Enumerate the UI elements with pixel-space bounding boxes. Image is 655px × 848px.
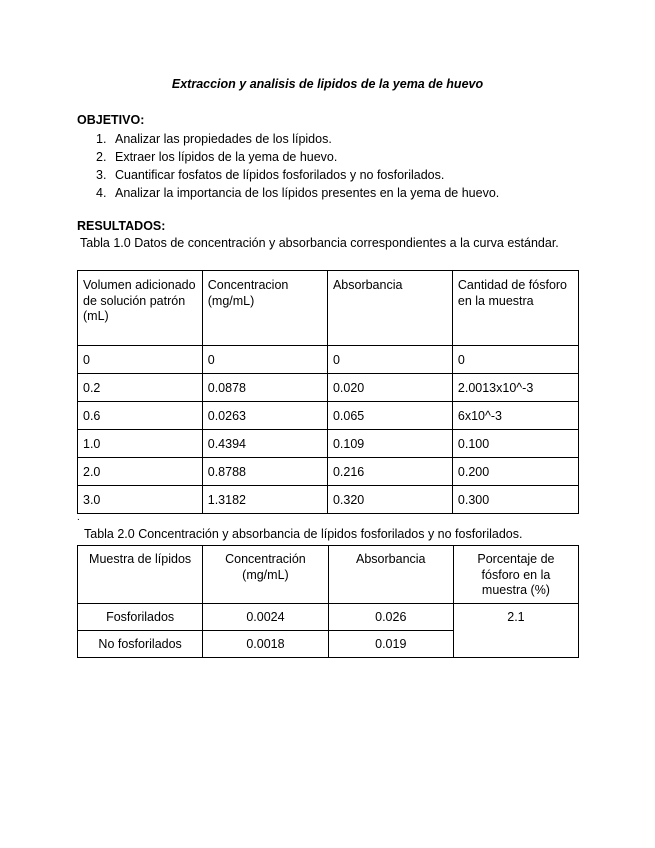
header-cell: Porcentaje de fósforo en la muestra (%) (453, 546, 578, 604)
table-cell: 0 (78, 346, 203, 374)
table-cell: 6x10^-3 (452, 402, 578, 430)
table-cell: 0.0018 (203, 631, 328, 658)
header-cell: Concentracion (mg/mL) (202, 271, 327, 346)
objective-text: Analizar las propiedades de los lípidos. (115, 132, 332, 146)
table-cell: 0.4394 (202, 430, 327, 458)
objective-item (96, 184, 499, 202)
table-cell: 0 (452, 346, 578, 374)
lipid-samples-table (77, 545, 579, 658)
table-cell: 0.019 (328, 631, 453, 658)
table-cell: 0.8788 (202, 458, 327, 486)
table1-caption: Tabla 1.0 Datos de concentración y absorbancia correspondientes a la curva estándar. (80, 236, 559, 250)
table-cell: 0.100 (452, 430, 578, 458)
objective-number: 4. (96, 186, 107, 200)
table-header-row (78, 271, 579, 346)
table-cell: No fosforilados (78, 631, 203, 658)
objective-item (96, 130, 499, 148)
objective-number: 3. (96, 168, 107, 182)
objective-item (96, 166, 499, 184)
table-cell: 3.0 (78, 486, 203, 514)
table-header-row (78, 546, 579, 604)
table-row (78, 346, 579, 374)
table-row (78, 458, 579, 486)
objective-text: Cuantificar fosfatos de lípidos fosforilados y no fosforilados. (115, 168, 445, 182)
table-cell: 0 (202, 346, 327, 374)
table-cell: 0.065 (327, 402, 452, 430)
objetivo-heading: OBJETIVO: (77, 113, 145, 127)
table-cell: 1.0 (78, 430, 203, 458)
table2-caption: Tabla 2.0 Concentración y absorbancia de lípidos fosforilados y no fosforilados. (84, 527, 523, 541)
table-cell: 2.0 (78, 458, 203, 486)
table-cell: 0 (327, 346, 452, 374)
table-cell: 0.109 (327, 430, 452, 458)
table-row (78, 374, 579, 402)
objective-item (96, 148, 499, 166)
table-cell: 0.0263 (202, 402, 327, 430)
header-cell: Concentración (mg/mL) (203, 546, 328, 604)
document-title: Extraccion y analisis de lipidos de la yema de huevo (171, 77, 484, 91)
table-cell: 0.320 (327, 486, 452, 514)
objective-text: Analizar la importancia de los lípidos presentes en la yema de huevo. (115, 186, 500, 200)
table-cell: 0.6 (78, 402, 203, 430)
separator-dot: . (77, 512, 80, 523)
table-cell: 0.300 (452, 486, 578, 514)
objective-number: 2. (96, 150, 107, 164)
table-row (78, 430, 579, 458)
header-cell: Muestra de lípidos (78, 546, 203, 604)
table-cell: 0.216 (327, 458, 452, 486)
table-cell: 0.0024 (203, 604, 328, 631)
table-cell: 0.0878 (202, 374, 327, 402)
header-cell: Absorbancia (327, 271, 452, 346)
table-cell: 1.3182 (202, 486, 327, 514)
objectives-list (96, 130, 499, 202)
standard-curve-table (77, 270, 579, 514)
table-row (78, 402, 579, 430)
objective-number: 1. (96, 132, 107, 146)
table-cell: 2.0013x10^-3 (452, 374, 578, 402)
table-cell: 0.200 (452, 458, 578, 486)
objective-text: Extraer los lípidos de la yema de huevo. (115, 150, 338, 164)
header-cell: Volumen adicionado de solución patrón (mL) (78, 271, 203, 346)
resultados-heading: RESULTADOS: (77, 219, 166, 233)
table-cell: Fosforilados (78, 604, 203, 631)
header-cell: Absorbancia (328, 546, 453, 604)
header-cell: Cantidad de fósforo en la muestra (452, 271, 578, 346)
table-cell: 0.2 (78, 374, 203, 402)
percentage-cell: 2.1 (453, 604, 578, 658)
table-row (78, 486, 579, 514)
table-row (78, 604, 579, 631)
table-cell: 0.020 (327, 374, 452, 402)
table-cell: 0.026 (328, 604, 453, 631)
